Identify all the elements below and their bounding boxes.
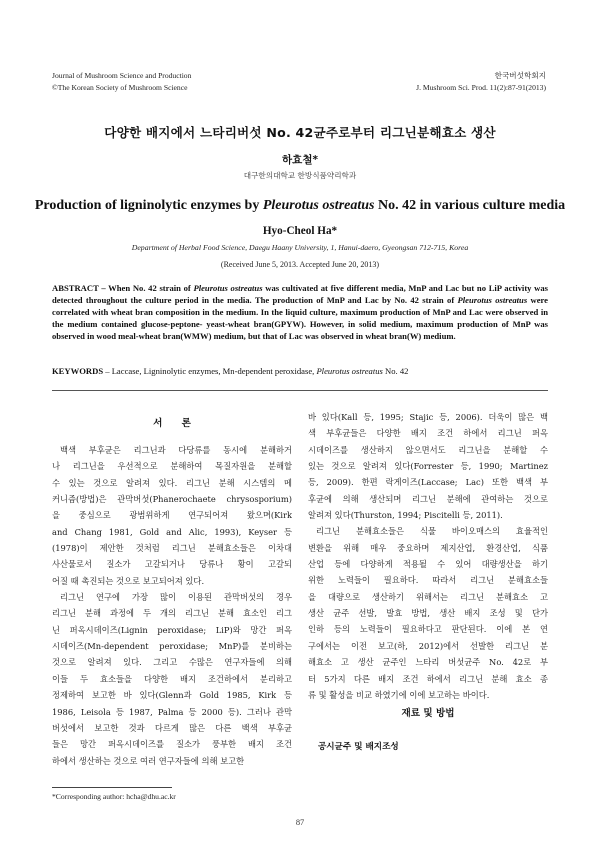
text-line: 후균에 의해 생산되며 리그닌 분해에 관여하는 것으로 xyxy=(308,493,548,504)
text-line: 닌 퍼옥시데이즈(Lignin peroxidase; LiP)와 망간 퍼옥 xyxy=(52,624,292,635)
text-line: 이들 두 효소들을 다양한 배지 조건하에서 분리하고 xyxy=(52,673,292,684)
journal-name: Journal of Mushroom Science and Production xyxy=(52,71,192,80)
text-line: 어질 때 촉진되는 것으로 보고되어져 있다. xyxy=(52,575,205,586)
text-line: 나 리그닌을 우선적으로 분해하여 목질자원을 분해할 xyxy=(52,461,292,472)
text-line: 을 대량으로 생산하기 위해서는 리그닌 분해효소 고 xyxy=(308,591,548,602)
abstract-text-1: – When No. 42 strain of xyxy=(98,283,194,293)
abstract-label: ABSTRACT xyxy=(52,283,99,293)
text-line: 산업 등에 다양하게 적용될 수 있어 대량생산을 하기 xyxy=(308,559,548,570)
footnote: *Corresponding author: hcha@dhu.ac.kr xyxy=(52,792,176,801)
text-line: 을 중심으로 광범위하게 연구되어져 왔으며(Kirk xyxy=(52,510,292,521)
title-english-pre: Production of ligninolytic enzymes by xyxy=(34,198,263,213)
text-line: 알려져 있다(Thurston, 1994; Piscitelli 등, 2011). xyxy=(308,510,503,521)
methods-heading: 재료 및 방법 xyxy=(401,708,455,719)
journal-header-right xyxy=(416,70,546,94)
intro-heading: 서 론 xyxy=(153,418,191,429)
affiliation-korean: 대구한의대학교 한방식품약리학과 xyxy=(243,171,357,180)
text-line: 색 부후균들은 다양한 배지 조건 하에서 리그닌 퍼옥 xyxy=(308,428,548,439)
keywords-tail: No. 42 xyxy=(382,366,409,376)
title-english xyxy=(0,198,600,214)
author-english: Hyo-Cheol Ha* xyxy=(262,225,338,237)
title-english-post: No. 42 in various culture media xyxy=(374,198,566,213)
title-korean: 다양한 배지에서 느타리버섯 No. 42균주로부터 리그닌분해효소 생산 xyxy=(104,125,496,140)
text-line: 시데이즈(Mn-dependent peroxidase; MnP)를 분비하는 xyxy=(52,641,292,652)
abstract xyxy=(52,282,548,342)
text-line: 변환을 위해 매우 중요하며 제지산업, 환경산업, 식품 xyxy=(308,542,548,553)
author-korean: 하효철* xyxy=(282,154,318,166)
journal-header-left xyxy=(52,70,191,94)
text-line: 리그닌 분해효소들은 식물 바이오매스의 효율적인 xyxy=(316,526,548,537)
keywords-label: KEYWORDS xyxy=(52,366,104,376)
text-line: 것으로 알려져 있다. 그리고 수많은 연구자들에 의해 xyxy=(52,657,292,668)
citation: J. Mushroom Sci. Prod. 11(2):87-91(2013) xyxy=(416,83,546,92)
text-line: 1986, Leisola 등 1987, Palma 등 2000 등). 그러나 관막 xyxy=(52,706,292,717)
received-dates: (Received June 5, 2013. Accepted June 20, 2013) xyxy=(220,260,380,269)
text-line: 등, 2009). 한편 락게이즈(Laccase; Lac) 또한 백색 부 xyxy=(308,477,548,488)
text-line: 있는 것으로 알려져 있다(Forrester 등, 1990; Martinez xyxy=(308,461,548,472)
right-column xyxy=(308,409,548,703)
text-line: 바 있다(Kall 등, 1995; Stajic 등, 2006). 더욱이 많은 백 xyxy=(308,412,548,422)
text-line: 리그닌 분해 과정에 두 개의 리그닌 분해 효소인 리그 xyxy=(52,608,292,619)
affiliation-english: Department of Herbal Food Science, Daegu Haany University, 1, Hanui-daero, Gyeongsan 712-715, Korea xyxy=(131,243,469,252)
text-line: 해효소 고 생산 균주인 느타리 버섯균주 No. 42로 부 xyxy=(308,657,548,668)
abstract-text-3: were correlated with wheat bran composition in the medium. In the liquid culture, maximum production of MnP and Lac were observed in the medium contained glucose-peptone- yeast-wheat bran(GPYW). However, in solid medium, maximum production of MnP was observed in wood meal-wheat bran(WMW) medium, but that of Lac was observed in wheat bran(W) medium. xyxy=(52,295,548,342)
text-line: (1978)이 제안한 것처럼 리그닌 분해효소들은 이차대 xyxy=(52,543,292,554)
text-line: 커니즘(방법)은 관막버섯(Phanerochaete chrysosporium) xyxy=(52,494,292,505)
keywords-text: – Laccase, Ligninolytic enzymes, Mn-dependent peroxidase, xyxy=(103,366,317,376)
abstract-species-2: Pleurotus ostreatus xyxy=(457,295,528,306)
text-line: 리그닌 연구에 가장 많이 이용된 관막버섯의 경우 xyxy=(60,592,292,603)
left-column xyxy=(52,442,292,769)
society-name-ko: 한국버섯학회지 xyxy=(494,71,546,80)
text-line: 터 5가지 다른 배지 조건 하에서 리그닌 분해 효소 종 xyxy=(308,673,548,684)
text-line: 들은 망간 퍼옥시데이즈를 질소가 풍부한 배지 조건 xyxy=(52,739,292,750)
keywords xyxy=(52,365,548,377)
section-divider xyxy=(52,390,548,391)
title-species: Pleurotus ostreatus xyxy=(262,198,375,213)
text-line: 인하 등의 노력들이 필요하다고 판단된다. 이에 본 연 xyxy=(308,624,548,635)
text-line: 구에서는 이전 보고(하, 2012)에서 선발한 리그닌 분 xyxy=(308,640,548,651)
abstract-species-1: Pleurotus ostreatus xyxy=(193,283,263,293)
text-line: 정제하여 보고한 바 있다(Glenn과 Gold 1985, Kirk 등 xyxy=(52,690,292,701)
text-line: 버섯에서 보고한 것과 다르게 많은 다른 백색 부후균 xyxy=(52,722,292,733)
text-line: 류 및 활성을 비교 하였기에 이에 보고하는 바이다. xyxy=(308,689,490,700)
methods-subheading: 공시균주 및 배지조성 xyxy=(318,742,399,752)
text-line: 백색 부후균은 리그닌과 다당류를 동시에 분해하거 xyxy=(60,445,292,455)
text-line: 수 있는 것으로 알려져 있다. 리그닌 분해 시스템의 메 xyxy=(52,477,292,488)
footnote-divider xyxy=(52,787,172,788)
keywords-species: Pleurotus ostreatus xyxy=(316,366,383,376)
text-line: 위한 노력들이 필요하다. 따라서 리그닌 분해효소들 xyxy=(308,575,548,586)
page-number: 87 xyxy=(295,818,305,827)
text-line: 사산물로서 질소가 고갈되거나 당류나 황이 고갈되 xyxy=(52,559,292,570)
text-line: 생산 균주 선발, 발효 방법, 생산 배지 조성 및 단가 xyxy=(308,608,548,619)
society-name: ©The Korean Society of Mushroom Science xyxy=(52,83,188,92)
text-line: and Chang 1981, Gold and Alic, 1993), Keyser 등 xyxy=(52,526,292,537)
abstract-text-2: was cultivated at five different media, MnP and Lac but no LiP activity was detected throughout the culture period in the media. The production of MnP and Lac by No. 42 strain of xyxy=(52,283,549,306)
text-line: 시데이즈를 생산하지 않으면서도 리그닌을 분해할 수 xyxy=(308,444,548,455)
text-line: 하에서 생산하는 것으로 여러 연구자들에 의해 보고한 xyxy=(52,755,245,766)
